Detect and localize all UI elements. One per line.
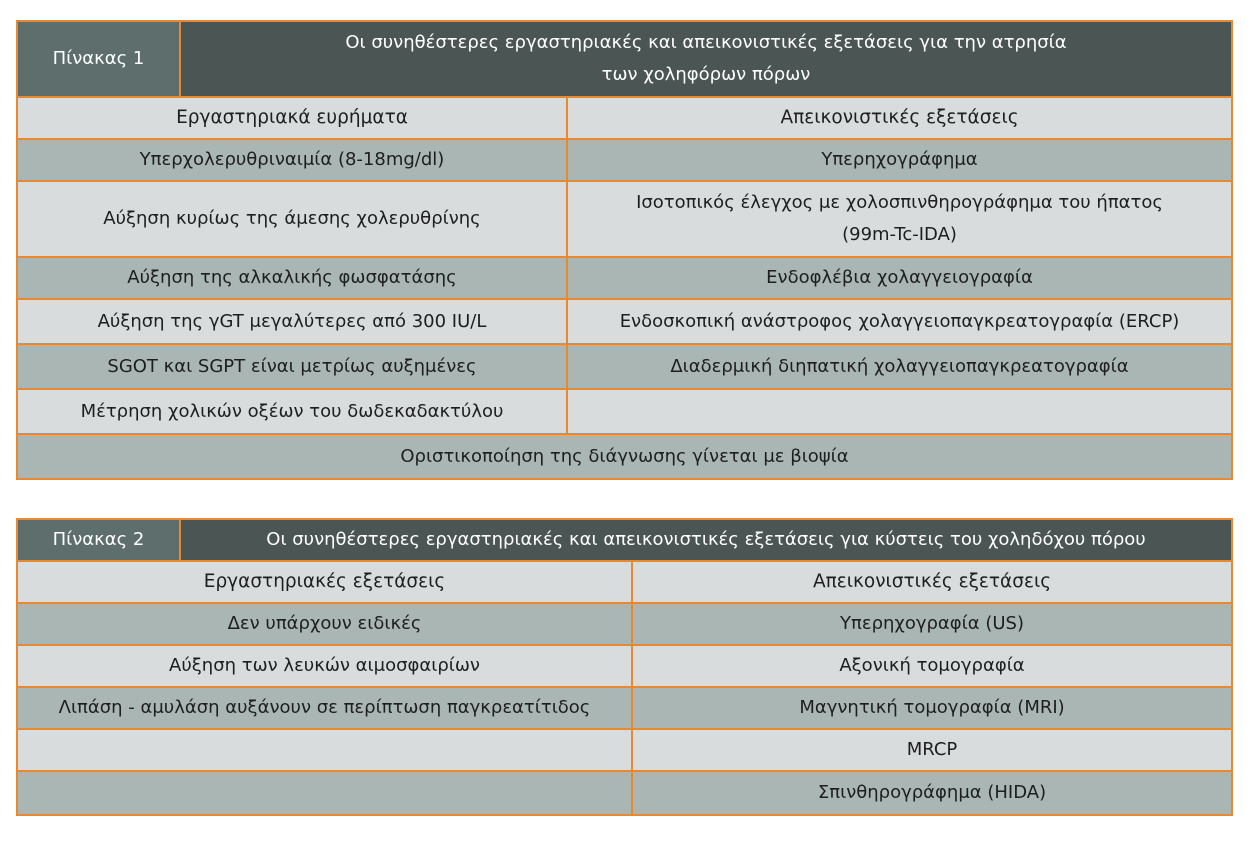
- table-2-label: Πίνακας 2: [17, 519, 180, 561]
- table-1-title: Οι συνηθέστερες εργαστηριακές και απεικονιστικές εξετάσεις για την ατρησία των χοληφόρων πόρων: [180, 21, 1232, 97]
- imaging-cell: Διαδερμική διηπατική χολαγγειοπαγκρεατογραφία: [567, 344, 1232, 389]
- imaging-cell: Υπερηχογράφημα: [567, 139, 1232, 181]
- table-row: [17, 344, 1232, 389]
- imaging-cell: Ισοτοπικός έλεγχος με χολοσπινθηρογράφημα του ήπατος (99m-Tc-IDA): [567, 181, 1232, 257]
- lab-cell: Λιπάση - αμυλάση αυξάνουν σε περίπτωση παγκρεατίτιδος: [17, 687, 632, 729]
- table-2-col1-header: Εργαστηριακές εξετάσεις: [17, 561, 632, 603]
- table-row: [17, 771, 1232, 815]
- imaging-cell: Αξονική τομογραφία: [632, 645, 1232, 687]
- lab-cell: Αύξηση της γGT μεγαλύτερες από 300 IU/L: [17, 299, 567, 344]
- table-row: [17, 181, 1232, 257]
- imaging-cell: Ενδοφλέβια χολαγγειογραφία: [567, 257, 1232, 299]
- lab-cell: [17, 729, 632, 771]
- lab-cell: [17, 771, 632, 815]
- lab-cell: Μέτρηση χολικών οξέων του δωδεκαδακτύλου: [17, 389, 567, 434]
- table-row: [17, 389, 1232, 434]
- table-2-title: Οι συνηθέστερες εργαστηριακές και απεικονιστικές εξετάσεις για κύστεις του χοληδόχου πόρου: [180, 519, 1232, 561]
- table-1-col1-header: Εργαστηριακά ευρήματα: [17, 97, 567, 139]
- lab-cell: Αύξηση των λευκών αιμοσφαιρίων: [17, 645, 632, 687]
- imaging-cell: Σπινθηρογράφημα (HIDA): [632, 771, 1232, 815]
- lab-cell: Υπερχολερυθριναιμία (8-18mg/dl): [17, 139, 567, 181]
- table-1: [16, 20, 1231, 480]
- table-row: [17, 299, 1232, 344]
- table-row: [17, 645, 1232, 687]
- imaging-cell: Ενδοσκοπική ανάστροφος χολαγγειοπαγκρεατογραφία (ERCP): [567, 299, 1232, 344]
- table-row: [17, 687, 1232, 729]
- table-row: [17, 257, 1232, 299]
- table-row: [17, 603, 1232, 645]
- table-1-label: Πίνακας 1: [17, 21, 180, 97]
- lab-cell: Δεν υπάρχουν ειδικές: [17, 603, 632, 645]
- imaging-cell: Υπερηχογραφία (US): [632, 603, 1232, 645]
- lab-cell: Αύξηση της αλκαλικής φωσφατάσης: [17, 257, 567, 299]
- imaging-cell: Μαγνητική τομογραφία (MRI): [632, 687, 1232, 729]
- table-1-col2-header: Απεικονιστικές εξετάσεις: [567, 97, 1232, 139]
- lab-cell: SGOT και SGPT είναι μετρίως αυξημένες: [17, 344, 567, 389]
- table-2: [16, 518, 1231, 816]
- lab-cell: Αύξηση κυρίως της άμεσης χολερυθρίνης: [17, 181, 567, 257]
- table-1-footer: Οριστικοποίηση της διάγνωσης γίνεται με βιοψία: [17, 434, 1232, 479]
- table-row: [17, 139, 1232, 181]
- table-1-footer-row: [17, 434, 1232, 479]
- table-row: [17, 729, 1232, 771]
- imaging-cell: MRCP: [632, 729, 1232, 771]
- table-2-col2-header: Απεικονιστικές εξετάσεις: [632, 561, 1232, 603]
- imaging-cell: [567, 389, 1232, 434]
